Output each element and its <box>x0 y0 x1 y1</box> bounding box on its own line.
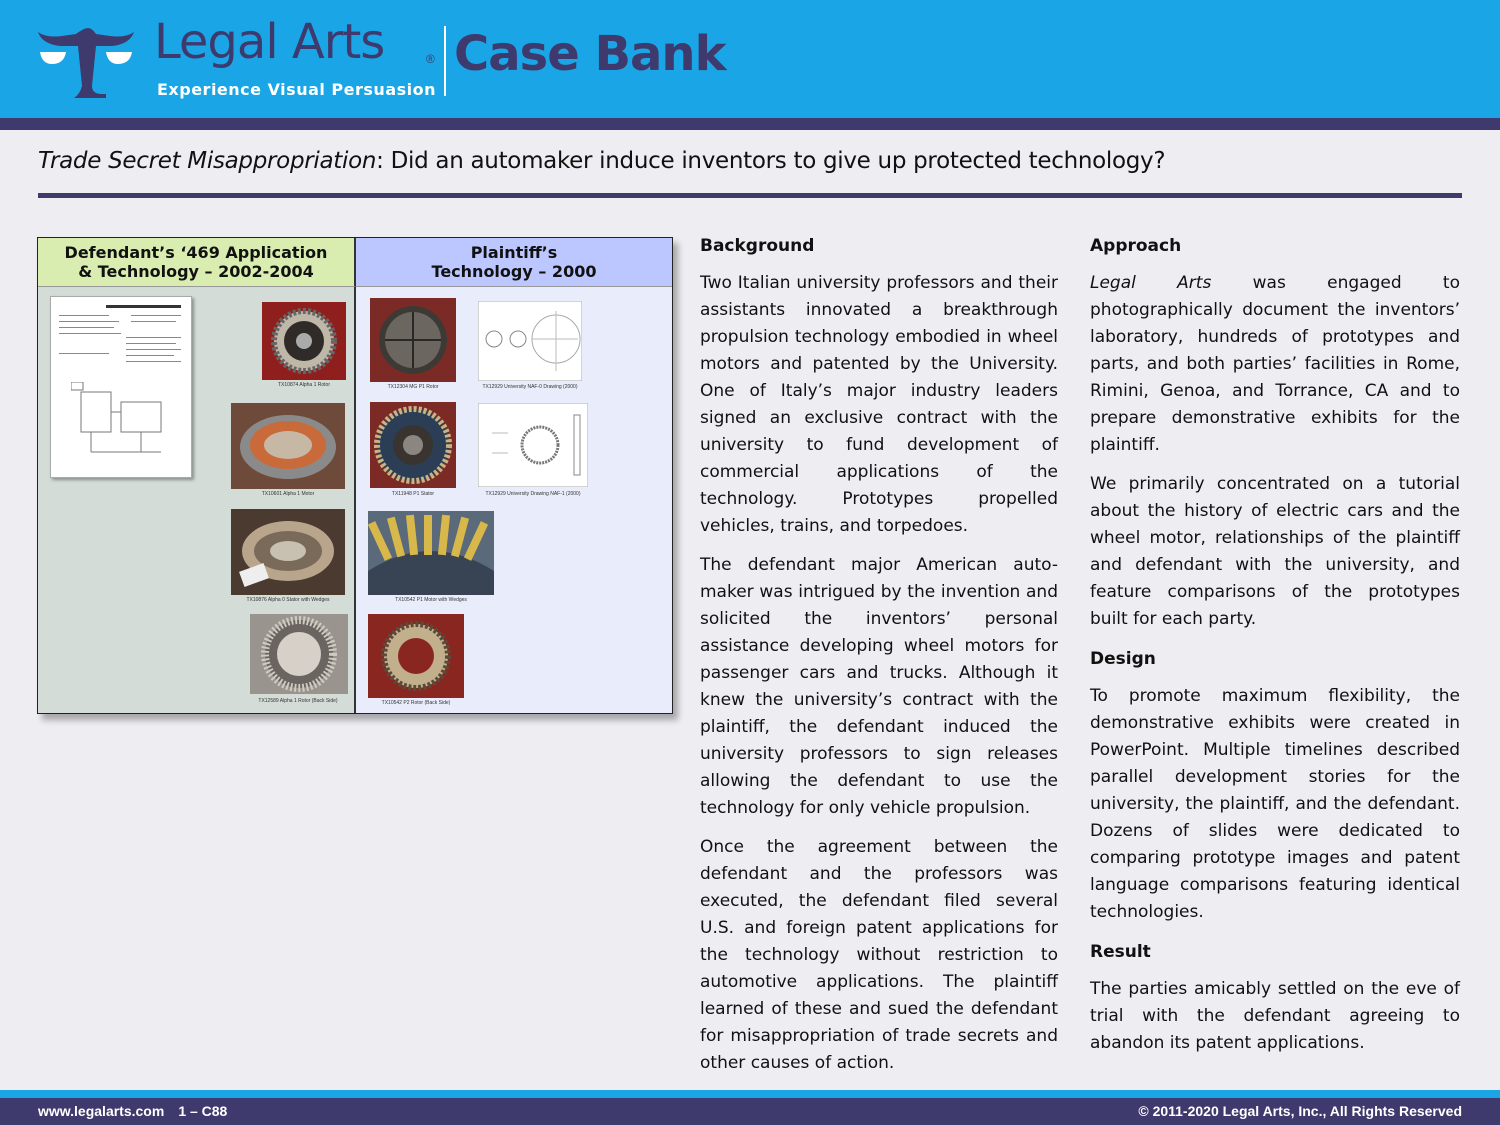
approach-section <box>1090 236 1460 1069</box>
brand-tagline: Experience Visual Persuasion <box>157 80 436 99</box>
photo-caption: TX12304 MG P1 Rotor <box>387 384 439 390</box>
approach-paragraph: We primarily concentrated on a tutorial about the history of electric cars and the wheel motor, relationships of the plaintiff and defendant with the university, and feature comparisons of the prototypes built for each party. <box>1090 474 1460 629</box>
result-paragraph: The parties amicably settled on the eve of trial with the defendant agreeing to abandon its patent applications. <box>1090 979 1460 1053</box>
approach-heading: Approach <box>1090 236 1182 256</box>
footer-page-code: 1 – C88 <box>178 1103 228 1119</box>
background-heading: Background <box>700 236 815 256</box>
header <box>0 0 1500 118</box>
approach-paragraph <box>1090 270 1460 459</box>
photo-caption: TX10542 P2 Rotor (Back Side) <box>381 700 451 706</box>
exhibit-left-header <box>38 238 356 287</box>
exhibit-right-header-line1: Plaintiff’s <box>470 243 558 262</box>
patent-document-image <box>50 296 192 478</box>
title-rule <box>38 193 1462 198</box>
exhibit-image <box>37 237 673 714</box>
title-emphasis: Trade Secret Misappropriation <box>38 148 377 174</box>
title-rest: : Did an automaker induce inventors to give up protected technology? <box>376 148 1166 174</box>
motor-wedges-photo <box>368 511 494 595</box>
photo-caption: TX10876 Alpha 0 Stator with Wedges <box>246 597 330 603</box>
design-heading: Design <box>1090 649 1156 669</box>
photo-caption: TX12589 Alpha 1 Rotor (Back Side) <box>258 698 338 704</box>
university-drawing-image <box>478 403 588 487</box>
page-title <box>38 148 1165 174</box>
exhibit-right-header-line2: Technology – 2000 <box>431 262 597 281</box>
approach-paragraph-text: was engaged to photographically document the inventors’ laboratory, hundreds of prototypes and parts, and both parties’ facilities in Rome, Rimini, Genoa, and Torrance, CA and to prepare demonstrative exhibits for the plaintiff. <box>1090 273 1460 455</box>
brand-name: Legal Arts <box>154 14 385 70</box>
university-drawing-image <box>478 301 582 381</box>
background-paragraph: Once the agreement between the defendant and the professors was executed, the defendant filed several U.S. and foreign patent applications for the technology without restriction to automotive applications. The plaintiff learned of these and sued the defendant for misappropriation of trade secrets and other causes of action. <box>700 837 1058 1073</box>
photo-caption: TX10874 Alpha 1 Rotor <box>278 382 330 388</box>
design-paragraph: To promote maximum flexibility, the demonstrative exhibits were created in PowerPoint. Multiple timelines described parallel development stories for the university, the plaintiff, and the defendant. Dozens of slides were dedicated to comparing prototype images and patent language comparisons featuring identical technologies. <box>1090 686 1460 922</box>
header-accent-bar <box>0 118 1500 130</box>
footer-accent-band <box>0 1090 1500 1098</box>
background-section <box>700 236 1058 1089</box>
rotor-back-photo <box>250 614 348 694</box>
rotor-back-photo <box>368 614 464 698</box>
stator-photo <box>370 402 456 488</box>
product-name: Case Bank <box>454 26 726 82</box>
photo-caption: TX12929 University Drawing NAF-1 (2000) <box>485 491 581 497</box>
footer-copyright: © 2011-2020 Legal Arts, Inc., All Rights Reserved <box>1138 1103 1462 1119</box>
photo-caption: TX11948 P1 Stator <box>391 491 435 497</box>
footer-website-link[interactable]: www.legalarts.com <box>38 1103 165 1119</box>
result-heading: Result <box>1090 942 1151 962</box>
exhibit-left-header-line2: & Technology – 2002-2004 <box>78 262 314 281</box>
photo-caption: TX10601 Alpha 1 Motor <box>261 491 315 497</box>
background-paragraph: The defendant major American auto-maker was intrigued by the invention and solicited the inventors’ personal assistance developing wheel motors for passenger cars and trucks. Although it knew the university’s contract with the plaintiff, the defendant induced the university professors to sign releases allowing the defendant to use the technology for only vehicle propulsion. <box>700 555 1058 818</box>
photo-caption: TX10542 P1 Motor with Wedges <box>395 597 467 603</box>
approach-emphasis: Legal Arts <box>1090 273 1212 293</box>
scales-of-justice-icon <box>36 24 136 100</box>
rotor-photo <box>370 298 456 382</box>
background-paragraph: Two Italian university professors and their assistants innovated a breakthrough propulsion technology embodied in wheel motors and patented by the University. One of Italy’s major industry leaders signed an exclusive contract with the university to fund development of commercial applications of the technology. Prototypes propelled vehicles, trains, and torpedoes. <box>700 273 1058 536</box>
stator-photo <box>231 509 345 595</box>
photo-caption: TX12929 University NAF-0 Drawing (2000) <box>482 384 578 390</box>
exhibit-right-header <box>356 238 672 287</box>
registered-mark: ® <box>426 52 435 66</box>
exhibit-left-header-line1: Defendant’s ‘469 Application <box>64 243 328 262</box>
motor-photo <box>231 403 345 489</box>
header-divider <box>444 26 446 96</box>
rotor-photo <box>262 302 346 380</box>
footer <box>0 1098 1500 1125</box>
